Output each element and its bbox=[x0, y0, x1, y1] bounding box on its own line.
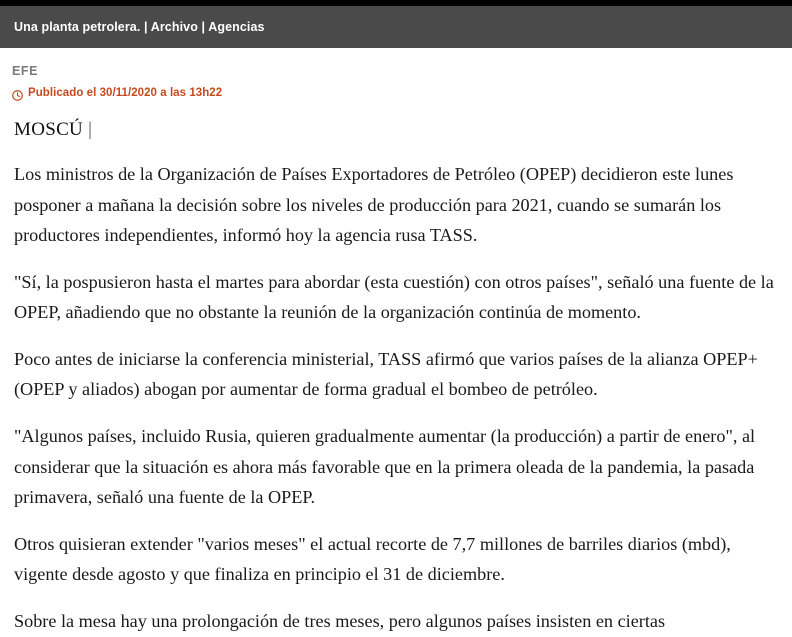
image-caption-text: Una planta petrolera. | Archivo | Agencias bbox=[14, 20, 265, 34]
article-paragraph: Otros quisieran extender "varios meses" el actual recorte de 7,7 millones de barriles diarios (mbd), vigente desde agosto y que finaliza en principio el 31 de diciembre. bbox=[14, 533, 731, 585]
dateline-city: MOSCÚ bbox=[14, 119, 84, 140]
agency-byline: EFE bbox=[12, 64, 39, 78]
clock-icon bbox=[12, 88, 23, 99]
article-paragraph: Los ministros de la Organización de Países Exportadores de Petróleo (OPEP) decidieron este lunes posponer a mañana la decisión sobre los niveles de producción para 2021, cuando se sumarán los productores independientes, informó hoy la agencia rusa TASS. bbox=[14, 164, 734, 246]
dateline-separator: | bbox=[88, 119, 93, 140]
dateline bbox=[14, 119, 782, 141]
article-paragraph: "Algunos países, incluido Rusia, quieren gradualmente aumentar (la producción) a partir de enero", al considerar que la situación es ahora más favorable que en la primera oleada de la pandemia, la pasada primavera, señaló una fuente de la OPEP. bbox=[14, 426, 756, 508]
article-paragraph: "Sí, la pospusieron hasta el martes para abordar (esta cuestión) con otros países", señaló una fuente de la OPEP, añadiendo que no obstante la reunión de la organización continúa de momento. bbox=[14, 271, 774, 323]
image-caption-bar bbox=[0, 6, 792, 48]
article-paragraph: Sobre la mesa hay una prolongación de tres meses, pero algunos países insisten en ciertas bbox=[14, 610, 666, 631]
article-content bbox=[0, 64, 792, 637]
published-row bbox=[12, 87, 782, 99]
article-paragraph: Poco antes de iniciarse la conferencia ministerial, TASS afirmó que varios países de la alianza OPEP+ (OPEP y aliados) abogan por aumentar de forma gradual el bombeo de petróleo. bbox=[14, 348, 758, 400]
published-date-text: Publicado el 30/11/2020 a las 13h22 bbox=[28, 87, 223, 99]
